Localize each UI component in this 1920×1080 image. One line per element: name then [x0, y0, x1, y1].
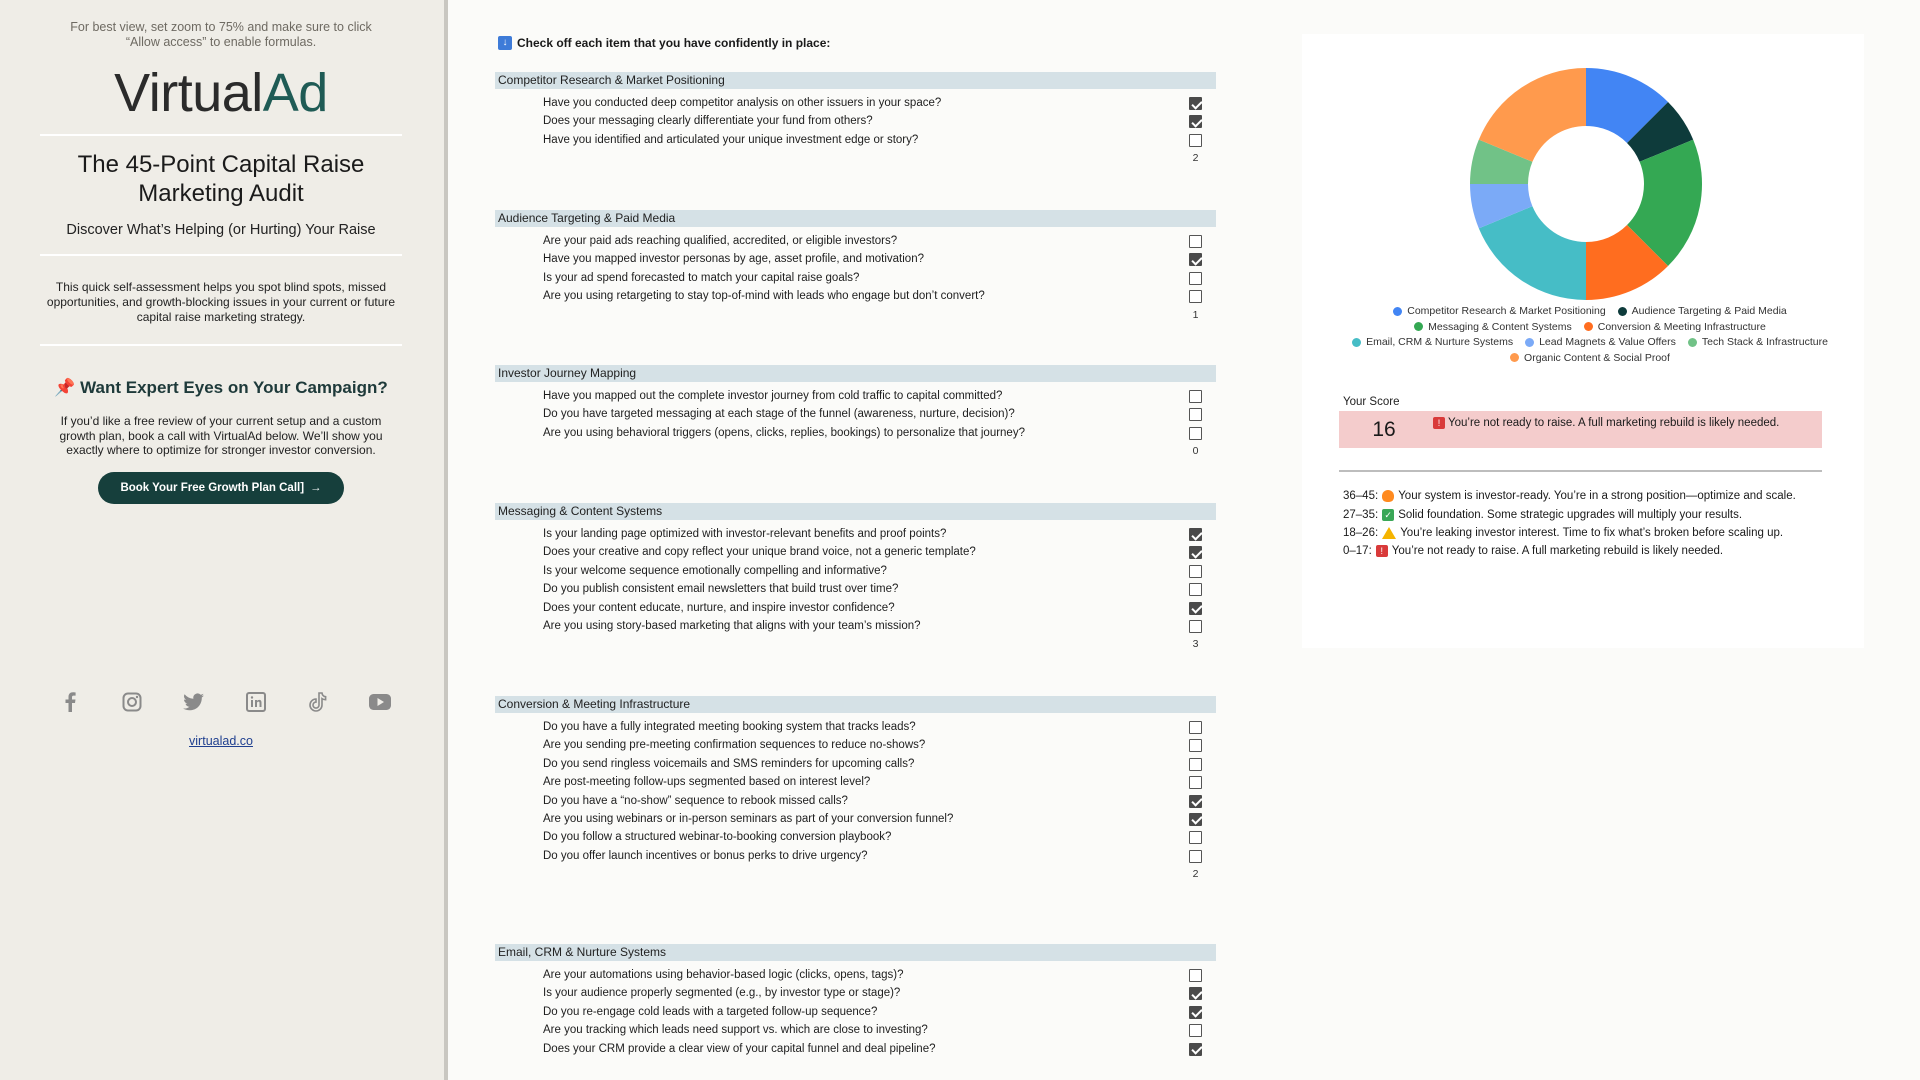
checklist-section [495, 365, 1216, 457]
question-text: Does your content educate, nurture, and inspire investor confidence? [543, 601, 895, 614]
warn-icon [1382, 527, 1396, 539]
section-count [495, 443, 1216, 457]
question-text: Do you follow a structured webinar-to-booking conversion playbook? [543, 831, 892, 844]
question-text: Have you mapped investor personas by age, asset profile, and motivation? [543, 253, 924, 266]
section-header: Email, CRM & Nurture Systems [495, 944, 1216, 961]
legend-item [1414, 320, 1572, 334]
question-checkbox[interactable] [1189, 115, 1202, 128]
section-count-value: 1 [1192, 308, 1199, 321]
question-checkbox[interactable] [1189, 235, 1202, 248]
cta-heading: 📌 Want Expert Eyes on Your Campaign? [54, 378, 388, 397]
alarm-icon: ! [1376, 545, 1388, 557]
question-checkbox[interactable] [1189, 565, 1202, 578]
section-header: Messaging & Content Systems [495, 503, 1216, 520]
page-title: The 45-Point Capital Raise Marketing Audit [77, 151, 365, 207]
legend-label: Messaging & Content Systems [1428, 320, 1572, 333]
question-checkbox[interactable] [1189, 721, 1202, 734]
question-text: Do you have a “no-show” sequence to rebook missed calls? [543, 794, 848, 807]
score-box [1339, 411, 1822, 448]
question-text: Are you tracking which leads need support vs. which are close to investing? [543, 1024, 928, 1037]
question-text: Do you have targeted messaging at each stage of the funnel (awareness, nurture, decision)? [543, 408, 1015, 421]
divider [1339, 470, 1822, 472]
divider [40, 254, 402, 256]
website-link[interactable]: virtualad.co [189, 734, 253, 748]
question-checkbox[interactable] [1189, 969, 1202, 982]
question-row [495, 618, 1216, 636]
scale-range: 36–45: [1343, 490, 1379, 503]
scale-row [1343, 487, 1796, 505]
legend-dot [1393, 307, 1402, 316]
section-header: Investor Journey Mapping [495, 365, 1216, 382]
question-checkbox[interactable] [1189, 1024, 1202, 1037]
question-row [495, 600, 1216, 618]
tiktok-icon[interactable] [303, 690, 333, 714]
question-row [495, 251, 1216, 269]
question-text: Are your paid ads reaching qualified, accredited, or eligible investors? [543, 235, 898, 247]
scale-range: 27–35: [1343, 508, 1379, 521]
intro-description: This quick self-assessment helps you spot blind spots, missed opportunities, and growth-blocking issues in your current or future capital raise marketing strategy. [46, 280, 396, 324]
legend-dot [1584, 322, 1593, 331]
question-checkbox[interactable] [1189, 408, 1202, 421]
question-row [495, 1004, 1216, 1022]
fire-icon [1382, 490, 1394, 502]
score-value: 16 [1372, 418, 1396, 441]
score-label: Your Score [1343, 396, 1400, 408]
question-text: Do you publish consistent email newsletters that build trust over time? [543, 583, 899, 596]
checklist-section [495, 503, 1216, 650]
question-checkbox[interactable] [1189, 390, 1202, 403]
checklist-section [495, 944, 1216, 1073]
question-row [495, 288, 1216, 306]
question-text: Are you using behavioral triggers (opens, clicks, replies, bookings) to personalize that journey? [543, 426, 1025, 439]
legend-item [1525, 335, 1676, 349]
question-text: Is your landing page optimized with investor-relevant benefits and proof points? [543, 528, 947, 540]
question-text: Are your automations using behavior-based logic (clicks, opens, tags)? [543, 969, 904, 981]
divider [40, 344, 402, 346]
question-row [495, 793, 1216, 811]
question-checkbox[interactable] [1189, 813, 1202, 826]
question-checkbox[interactable] [1189, 528, 1202, 541]
legend-label: Audience Targeting & Paid Media [1631, 305, 1787, 317]
scale-message: Solid foundation. Some strategic upgrades will multiply your results. [1398, 508, 1743, 521]
scale-range: 0–17: [1343, 545, 1372, 558]
question-row [495, 270, 1216, 288]
question-checkbox[interactable] [1189, 1043, 1202, 1056]
facebook-icon[interactable] [55, 690, 85, 714]
book-call-button[interactable]: Book Your Free Growth Plan Call] → [98, 472, 344, 504]
question-list [495, 95, 1216, 150]
checklist-section [495, 72, 1216, 164]
legend-item [1352, 335, 1513, 349]
question-text: Do you re-engage cold leads with a targeted follow-up sequence? [543, 1005, 878, 1018]
question-checkbox[interactable] [1189, 758, 1202, 771]
question-text: Are you using webinars or in-person seminars as part of your conversion funnel? [543, 812, 954, 825]
cta-text: If you’d like a free review of your current setup and a custom growth plan, book a call with VirtualAd below. We’ll show you exactly where to optimize for stronger investor conversion. [59, 414, 383, 457]
scale-row [1343, 542, 1796, 560]
question-checkbox[interactable] [1189, 97, 1202, 110]
checklist-section [495, 210, 1216, 321]
check-icon: ✓ [1382, 509, 1394, 521]
legend-item [1618, 304, 1787, 318]
question-row [495, 544, 1216, 562]
legend-dot [1618, 307, 1627, 316]
section-header: Conversion & Meeting Infrastructure [495, 696, 1216, 713]
question-text: Is your audience properly segmented (e.g., by investor type or stage)? [543, 987, 901, 1000]
scale-message: You’re not ready to raise. A full marketing rebuild is likely needed. [1391, 545, 1724, 558]
question-row [495, 848, 1216, 866]
scale-row [1343, 505, 1796, 523]
legend-dot [1510, 353, 1519, 362]
linkedin-icon[interactable] [241, 690, 271, 714]
question-text: Is your welcome sequence emotionally compelling and informative? [543, 564, 887, 577]
question-text: Have you conducted deep competitor analysis on other issuers in your space? [543, 97, 942, 109]
question-list [495, 719, 1216, 866]
alarm-icon: ! [1433, 417, 1445, 429]
question-checkbox[interactable] [1189, 739, 1202, 752]
scale-range: 18–26: [1343, 526, 1379, 539]
section-count-value: 3 [1192, 638, 1199, 651]
question-row [495, 1041, 1216, 1059]
pushpin-icon: 📌 [54, 378, 76, 397]
question-text: Does your CRM provide a clear view of your capital funnel and deal pipeline? [543, 1042, 936, 1055]
zoom-hint: For best view, set zoom to 75% and make sure to click “Allow access” to enable formulas. [70, 20, 372, 49]
question-checkbox[interactable] [1189, 795, 1202, 808]
sidebar [0, 0, 448, 1080]
question-text: Does your creative and copy reflect your unique brand voice, not a generic template? [543, 546, 976, 559]
chart-legend [1330, 304, 1850, 366]
legend-item [1688, 335, 1828, 349]
question-row [495, 719, 1216, 737]
social-links [55, 690, 395, 714]
question-row [495, 737, 1216, 755]
question-row [495, 1022, 1216, 1040]
question-text: Have you identified and articulated your unique investment edge or story? [543, 133, 919, 146]
question-text: Are you using retargeting to stay top-of-mind with leads who engage but don’t convert? [543, 290, 985, 303]
legend-dot [1414, 322, 1423, 331]
question-list [495, 388, 1216, 443]
question-row [495, 829, 1216, 847]
section-header: Competitor Research & Market Positioning [495, 72, 1216, 89]
question-row [495, 132, 1216, 150]
question-checkbox[interactable] [1189, 253, 1202, 266]
question-text: Do you have a fully integrated meeting booking system that tracks leads? [543, 721, 916, 733]
legend-dot [1688, 338, 1697, 347]
question-text: Does your messaging clearly differentiate your fund from others? [543, 115, 873, 128]
legend-label: Email, CRM & Nurture Systems [1366, 336, 1514, 348]
legend-label: Organic Content & Social Proof [1524, 351, 1670, 364]
arrow-right-icon: → [310, 482, 322, 494]
question-text: Are you using story-based marketing that aligns with your team’s mission? [543, 619, 921, 632]
question-row [495, 756, 1216, 774]
legend-label: Conversion & Meeting Infrastructure [1597, 320, 1766, 333]
scale-message: You’re leaking investor interest. Time to fix what’s broken before scaling up. [1400, 526, 1784, 539]
question-checkbox[interactable] [1189, 776, 1202, 789]
section-count [495, 636, 1216, 650]
legend-dot [1352, 338, 1361, 347]
virtualad-logo: VirtualAd [114, 63, 328, 123]
section-count [495, 1059, 1216, 1073]
question-row [495, 113, 1216, 131]
question-checkbox[interactable] [1189, 546, 1202, 559]
question-checkbox[interactable] [1189, 620, 1202, 633]
twitter-icon[interactable] [179, 690, 209, 714]
section-header: Audience Targeting & Paid Media [495, 210, 1216, 227]
question-row [495, 406, 1216, 424]
instagram-icon[interactable] [117, 690, 147, 714]
question-text: Are post-meeting follow-ups segmented based on interest level? [543, 776, 871, 789]
checklist [490, 0, 1220, 1080]
question-text: Are you sending pre-meeting confirmation sequences to reduce no-shows? [543, 739, 926, 752]
section-count [495, 150, 1216, 164]
page-subtitle: Discover What’s Helping (or Hurting) Your Raise [66, 222, 376, 238]
question-checkbox[interactable] [1189, 1006, 1202, 1019]
section-count [495, 307, 1216, 321]
section-count-value: 0 [1192, 445, 1199, 458]
question-checkbox[interactable] [1189, 290, 1202, 303]
section-count-value: 2 [1192, 152, 1199, 165]
question-checkbox[interactable] [1189, 427, 1202, 440]
question-row [495, 388, 1216, 406]
question-row [495, 425, 1216, 443]
question-checkbox[interactable] [1189, 134, 1202, 147]
question-row [495, 967, 1216, 985]
question-row [495, 563, 1216, 581]
question-checkbox[interactable] [1189, 987, 1202, 1000]
question-checkbox[interactable] [1189, 831, 1202, 844]
question-row [495, 581, 1216, 599]
legend-label: Tech Stack & Infrastructure [1701, 336, 1828, 348]
question-row [495, 95, 1216, 113]
legend-item [1510, 351, 1670, 365]
score-message: ! You’re not ready to raise. A full marketing rebuild is likely needed. [1433, 416, 1803, 430]
question-row [495, 774, 1216, 792]
question-text: Is your ad spend forecasted to match your capital raise goals? [543, 271, 860, 284]
question-row [495, 233, 1216, 251]
question-list [495, 967, 1216, 1059]
legend-dot [1525, 338, 1534, 347]
question-text: Have you mapped out the complete investor journey from cold traffic to capital committed? [543, 390, 1003, 402]
youtube-icon[interactable] [365, 690, 395, 714]
legend-label: Competitor Research & Market Positioning [1407, 305, 1606, 317]
question-row [495, 985, 1216, 1003]
question-checkbox[interactable] [1189, 583, 1202, 596]
down-arrow-icon: ↓ [498, 36, 512, 50]
score-scale [1343, 487, 1796, 561]
score-donut-chart [1468, 66, 1704, 302]
legend-item [1393, 304, 1605, 318]
scale-message: Your system is investor-ready. You’re in a strong position—optimize and scale. [1398, 490, 1796, 503]
question-text: Do you offer launch incentives or bonus perks to drive urgency? [543, 849, 868, 862]
question-checkbox[interactable] [1189, 272, 1202, 285]
question-row [495, 811, 1216, 829]
section-count-value: 2 [1192, 868, 1199, 881]
question-text: Do you send ringless voicemails and SMS reminders for upcoming calls? [543, 757, 915, 770]
section-count [495, 866, 1216, 880]
question-checkbox[interactable] [1189, 602, 1202, 615]
legend-item [1584, 320, 1766, 334]
checklist-section [495, 696, 1216, 880]
divider [40, 134, 402, 136]
legend-label: Lead Magnets & Value Offers [1539, 336, 1676, 348]
question-list [495, 233, 1216, 307]
scale-row [1343, 524, 1796, 542]
question-list [495, 526, 1216, 636]
checklist-intro: ↓ Check off each item that you have confidently in place: [498, 36, 830, 50]
question-checkbox[interactable] [1189, 850, 1202, 863]
question-row [495, 526, 1216, 544]
